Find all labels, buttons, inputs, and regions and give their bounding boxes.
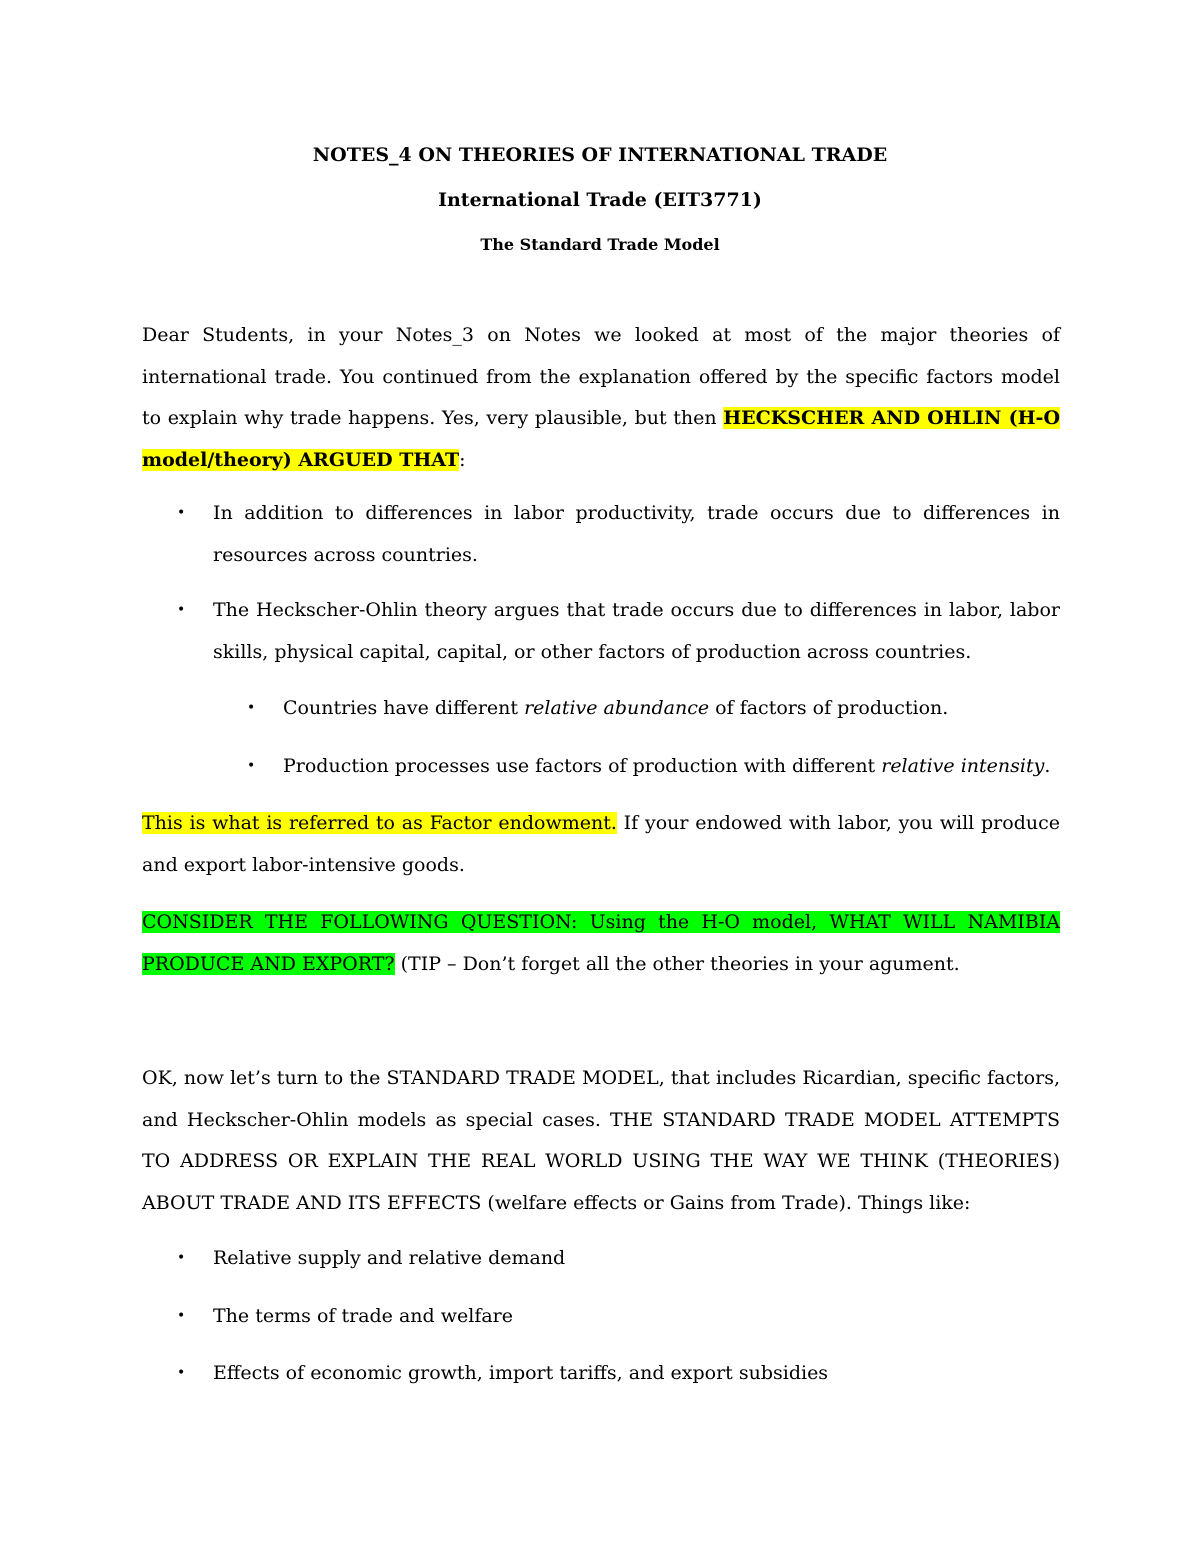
intro-text: Dear Students, in your Notes_3 on Notes we looked at most of the major theories of international trade. You continued from the explanation offered by the specific factors model to explain why trade happens. Yes, very plausible, but then bbox=[142, 324, 1060, 429]
sub-item-italic: relative intensity bbox=[881, 755, 1045, 777]
list-item-text: The Heckscher-Ohlin theory argues that trade occurs due to differences in labor, labor skills, physical capital, capital, or other factors of production across countries. bbox=[213, 599, 1060, 663]
bullet-icon: • bbox=[177, 602, 186, 618]
sub-list-item bbox=[247, 688, 1060, 730]
intro-paragraph bbox=[142, 315, 1060, 481]
sub-item-after: . bbox=[1044, 755, 1051, 777]
list-item-text: The terms of trade and welfare bbox=[213, 1305, 514, 1327]
list-item-text: Relative supply and relative demand bbox=[213, 1247, 566, 1269]
sub-item-italic: relative abundance bbox=[524, 697, 710, 719]
bullet-icon: • bbox=[177, 1308, 186, 1324]
ho-highlight: HECKSCHER AND OHLIN (H-O model/theory) ARGUED THAT bbox=[142, 407, 1060, 471]
sub-list-item bbox=[247, 746, 1060, 788]
bullet-icon: • bbox=[247, 700, 256, 716]
intro-end: : bbox=[459, 448, 466, 471]
question-highlight: CONSIDER THE FOLLOWING QUESTION: Using the H-O model, WHAT WILL NAMIBIA PRODUCE AND EXPORT? bbox=[142, 911, 1060, 975]
endowment-highlight: This is what is referred to as Factor endowment. bbox=[142, 812, 617, 834]
list-item bbox=[177, 1296, 1060, 1338]
endowment-paragraph bbox=[142, 803, 1060, 886]
list-item bbox=[177, 1238, 1060, 1280]
bullet-icon: • bbox=[247, 758, 256, 774]
document-title: NOTES_4 ON THEORIES OF INTERNATIONAL TRADE bbox=[312, 144, 888, 166]
list-item bbox=[177, 590, 1060, 673]
sub-item-before: Production processes use factors of production with different bbox=[283, 755, 882, 777]
question-tip: (TIP – Don’t forget all the other theories in your agument. bbox=[394, 952, 960, 975]
sub-item-after: of factors of production. bbox=[709, 697, 949, 719]
section-subtitle: The Standard Trade Model bbox=[480, 235, 720, 254]
sub-item-before: Countries have different bbox=[283, 697, 525, 719]
bullet-icon: • bbox=[177, 505, 186, 521]
list-item bbox=[177, 493, 1060, 576]
endowment-text: If your endowed with labor, you will produce and export labor-intensive goods. bbox=[142, 812, 1060, 876]
bullet-icon: • bbox=[177, 1250, 186, 1266]
standard-model-paragraph: OK, now let’s turn to the STANDARD TRADE MODEL, that includes Ricardian, specific factors, and Heckscher-Ohlin models as special cases. THE STANDARD TRADE MODEL ATTEMPTS TO ADDRESS OR EXPLAIN THE REAL WORLD USING THE WAY WE THINK (THEORIES) ABOUT TRADE AND ITS EFFECTS (welfare effects or Gains from Trade). Things like: bbox=[142, 1067, 1060, 1214]
list-item-text: Effects of economic growth, import tariffs, and export subsidies bbox=[213, 1362, 829, 1384]
list-item bbox=[177, 1353, 1060, 1395]
list-item-text: In addition to differences in labor productivity, trade occurs due to differences in resources across countries. bbox=[213, 502, 1060, 566]
question-paragraph bbox=[142, 902, 1060, 985]
course-title: International Trade (EIT3771) bbox=[438, 189, 762, 211]
bullet-icon: • bbox=[177, 1365, 186, 1381]
